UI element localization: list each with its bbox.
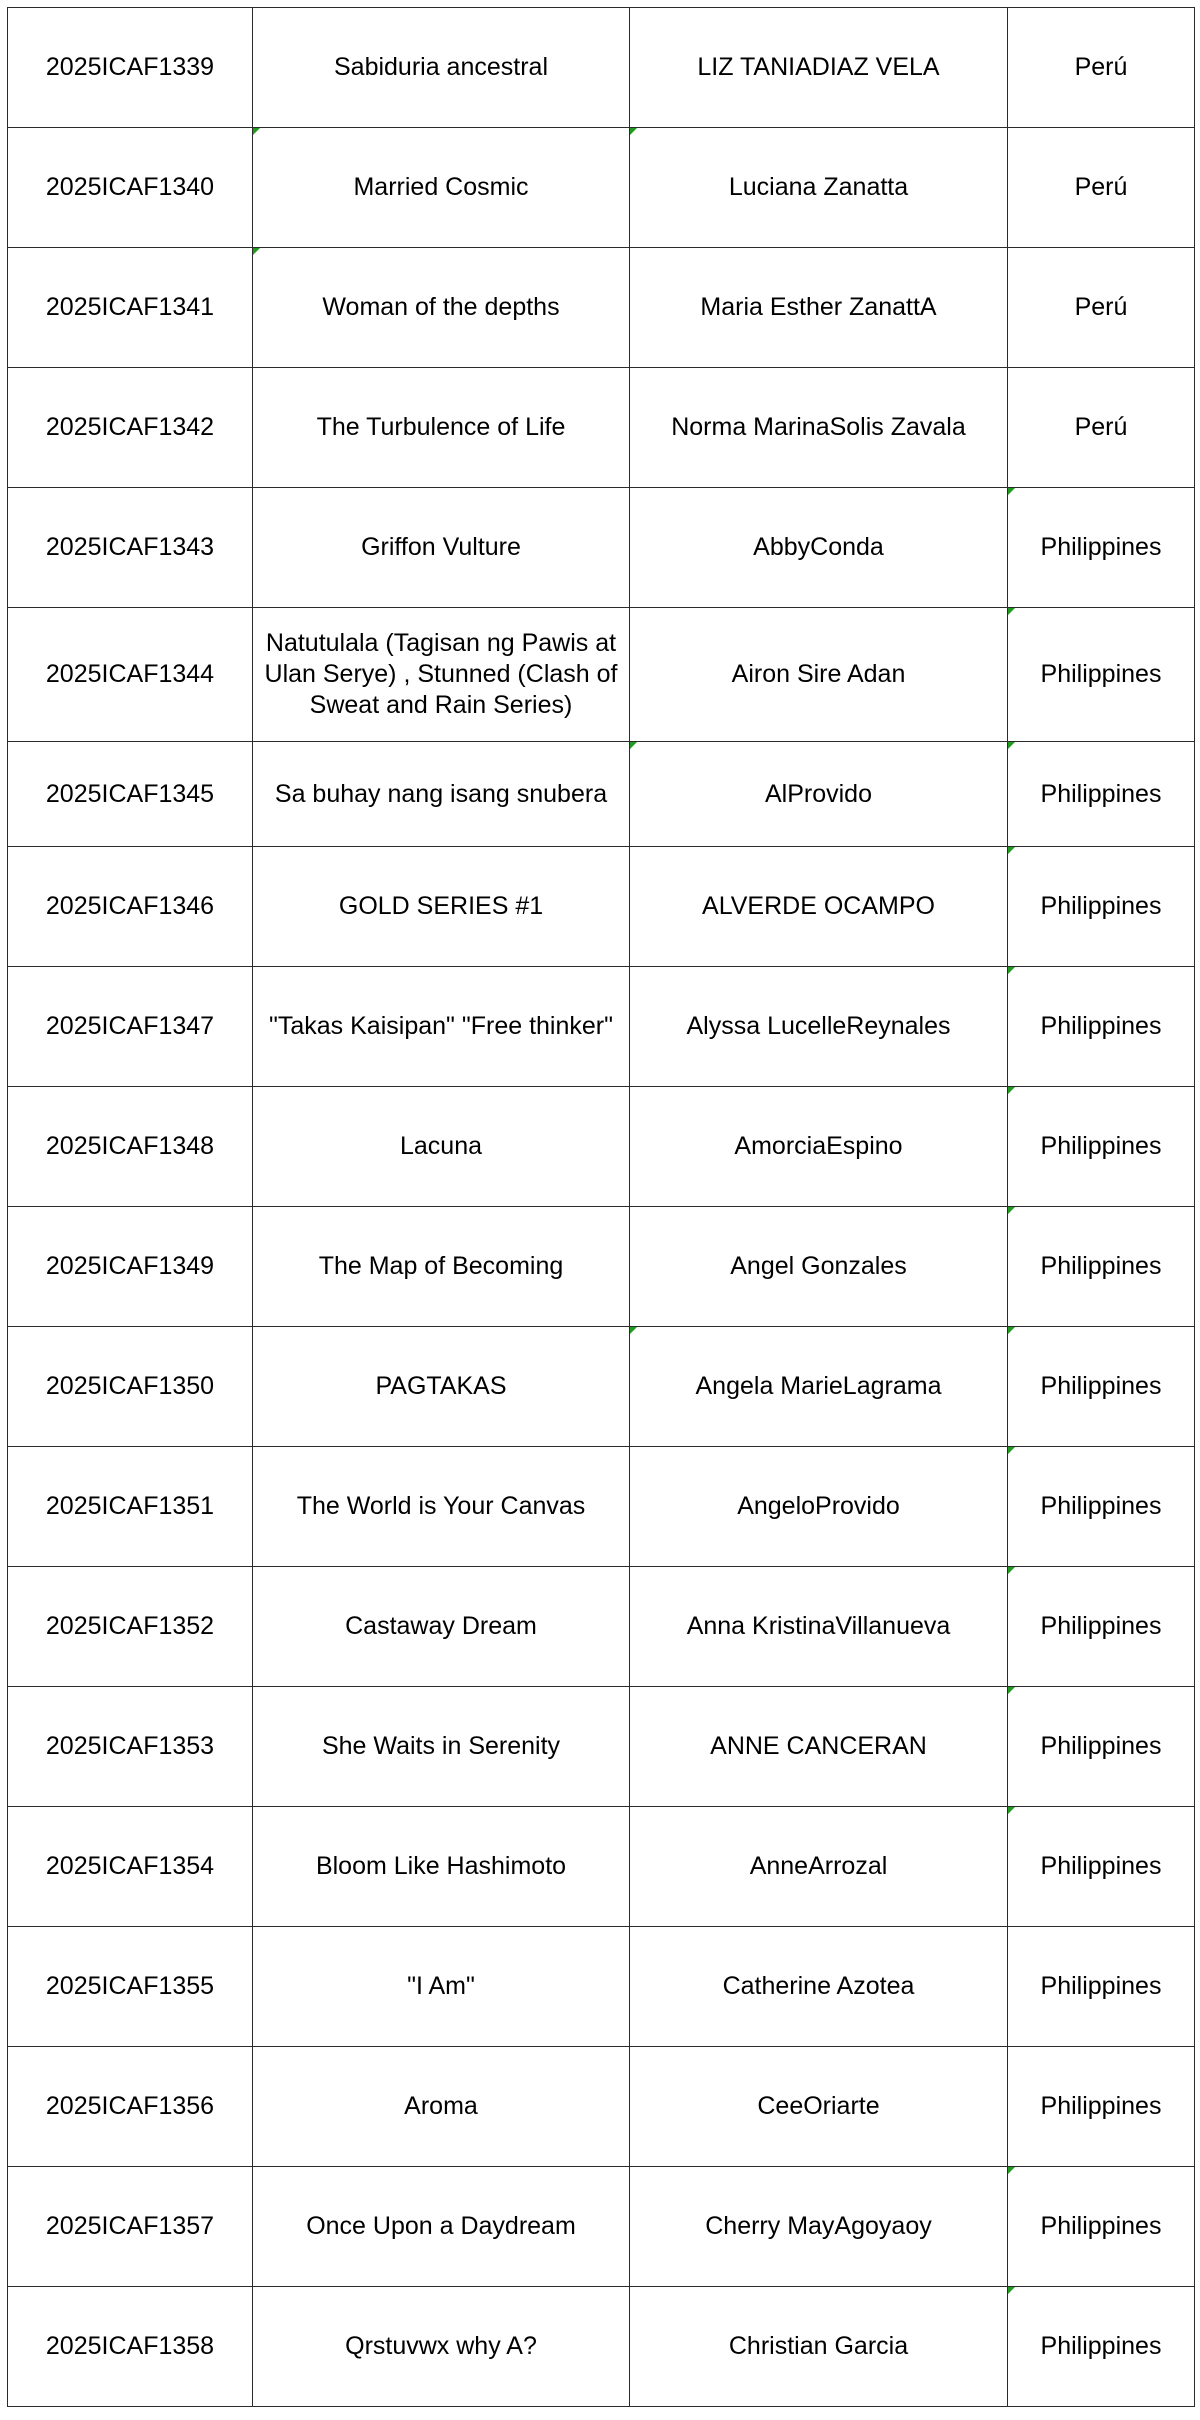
country-cell[interactable]: Perú (1008, 128, 1195, 248)
artist-name-cell[interactable]: Catherine Azotea (630, 1927, 1008, 2047)
artist-name-cell[interactable]: ALVERDE OCAMPO (630, 847, 1008, 967)
artwork-title-cell[interactable]: Lacuna (253, 1087, 630, 1207)
table-row (8, 1927, 1195, 2047)
table-row (8, 2287, 1195, 2407)
table-row (8, 1807, 1195, 1927)
entry-id-cell[interactable]: 2025ICAF1342 (8, 368, 253, 488)
table-row (8, 248, 1195, 368)
table-row (8, 1087, 1195, 1207)
artist-name-cell[interactable]: AmorciaEspino (630, 1087, 1008, 1207)
artwork-title-cell[interactable]: PAGTAKAS (253, 1327, 630, 1447)
table-row (8, 1327, 1195, 1447)
country-cell[interactable]: Philippines (1008, 1687, 1195, 1807)
country-cell[interactable]: Philippines (1008, 1927, 1195, 2047)
entry-id-cell[interactable]: 2025ICAF1357 (8, 2167, 253, 2287)
table-row (8, 2047, 1195, 2167)
table-row (8, 967, 1195, 1087)
table-row (8, 1567, 1195, 1687)
artwork-title-cell[interactable]: "I Am" (253, 1927, 630, 2047)
entry-id-cell[interactable]: 2025ICAF1352 (8, 1567, 253, 1687)
entry-id-cell[interactable]: 2025ICAF1354 (8, 1807, 253, 1927)
artwork-title-cell[interactable]: Once Upon a Daydream (253, 2167, 630, 2287)
entry-id-cell[interactable]: 2025ICAF1341 (8, 248, 253, 368)
entry-id-cell[interactable]: 2025ICAF1345 (8, 742, 253, 847)
country-cell[interactable]: Philippines (1008, 847, 1195, 967)
artwork-title-cell[interactable]: Aroma (253, 2047, 630, 2167)
country-cell[interactable]: Perú (1008, 368, 1195, 488)
artist-name-cell[interactable]: AngeloProvido (630, 1447, 1008, 1567)
table-row (8, 742, 1195, 847)
artwork-title-cell[interactable]: Sabiduria ancestral (253, 8, 630, 128)
country-cell[interactable]: Philippines (1008, 488, 1195, 608)
artist-name-cell[interactable]: Angela MarieLagrama (630, 1327, 1008, 1447)
artist-name-cell[interactable]: CeeOriarte (630, 2047, 1008, 2167)
entry-id-cell[interactable]: 2025ICAF1347 (8, 967, 253, 1087)
entry-id-cell[interactable]: 2025ICAF1353 (8, 1687, 253, 1807)
entry-id-cell[interactable]: 2025ICAF1344 (8, 608, 253, 742)
artist-name-cell[interactable]: Maria Esther ZanattA (630, 248, 1008, 368)
country-cell[interactable]: Philippines (1008, 1447, 1195, 1567)
artist-name-cell[interactable]: AnneArrozal (630, 1807, 1008, 1927)
artwork-title-cell[interactable]: The Turbulence of Life (253, 368, 630, 488)
artist-name-cell[interactable]: LIZ TANIADIAZ VELA (630, 8, 1008, 128)
artist-name-cell[interactable]: Christian Garcia (630, 2287, 1008, 2407)
entry-id-cell[interactable]: 2025ICAF1346 (8, 847, 253, 967)
artwork-title-cell[interactable]: Natutulala (Tagisan ng Pawis at Ulan Serye) , Stunned (Clash of Sweat and Rain Series) (253, 608, 630, 742)
artwork-title-cell[interactable]: Qrstuvwx why A? (253, 2287, 630, 2407)
table-row (8, 1687, 1195, 1807)
table-row (8, 488, 1195, 608)
country-cell[interactable]: Philippines (1008, 742, 1195, 847)
artist-name-cell[interactable]: Anna KristinaVillanueva (630, 1567, 1008, 1687)
artist-name-cell[interactable]: Luciana Zanatta (630, 128, 1008, 248)
artwork-title-cell[interactable]: Griffon Vulture (253, 488, 630, 608)
entries-table (7, 7, 1195, 2407)
entry-id-cell[interactable]: 2025ICAF1349 (8, 1207, 253, 1327)
entry-id-cell[interactable]: 2025ICAF1343 (8, 488, 253, 608)
artwork-title-cell[interactable]: The World is Your Canvas (253, 1447, 630, 1567)
entry-id-cell[interactable]: 2025ICAF1350 (8, 1327, 253, 1447)
spreadsheet-page (7, 7, 1194, 2407)
country-cell[interactable]: Philippines (1008, 608, 1195, 742)
artist-name-cell[interactable]: Cherry MayAgoyaoy (630, 2167, 1008, 2287)
country-cell[interactable]: Philippines (1008, 1567, 1195, 1687)
country-cell[interactable]: Philippines (1008, 1327, 1195, 1447)
entry-id-cell[interactable]: 2025ICAF1358 (8, 2287, 253, 2407)
table-row (8, 1207, 1195, 1327)
artwork-title-cell[interactable]: "Takas Kaisipan" "Free thinker" (253, 967, 630, 1087)
artist-name-cell[interactable]: Norma MarinaSolis Zavala (630, 368, 1008, 488)
artwork-title-cell[interactable]: GOLD SERIES #1 (253, 847, 630, 967)
artist-name-cell[interactable]: Alyssa LucelleReynales (630, 967, 1008, 1087)
country-cell[interactable]: Philippines (1008, 2167, 1195, 2287)
entry-id-cell[interactable]: 2025ICAF1356 (8, 2047, 253, 2167)
artist-name-cell[interactable]: Angel Gonzales (630, 1207, 1008, 1327)
artwork-title-cell[interactable]: Sa buhay nang isang snubera (253, 742, 630, 847)
table-row (8, 608, 1195, 742)
entry-id-cell[interactable]: 2025ICAF1340 (8, 128, 253, 248)
artwork-title-cell[interactable]: Woman of the depths (253, 248, 630, 368)
artwork-title-cell[interactable]: The Map of Becoming (253, 1207, 630, 1327)
country-cell[interactable]: Philippines (1008, 1807, 1195, 1927)
artist-name-cell[interactable]: AbbyConda (630, 488, 1008, 608)
table-row (8, 8, 1195, 128)
entry-id-cell[interactable]: 2025ICAF1355 (8, 1927, 253, 2047)
entry-id-cell[interactable]: 2025ICAF1339 (8, 8, 253, 128)
artist-name-cell[interactable]: Airon Sire Adan (630, 608, 1008, 742)
artist-name-cell[interactable]: ANNE CANCERAN (630, 1687, 1008, 1807)
table-row (8, 1447, 1195, 1567)
entry-id-cell[interactable]: 2025ICAF1348 (8, 1087, 253, 1207)
country-cell[interactable]: Philippines (1008, 1087, 1195, 1207)
artwork-title-cell[interactable]: Castaway Dream (253, 1567, 630, 1687)
country-cell[interactable]: Perú (1008, 248, 1195, 368)
country-cell[interactable]: Perú (1008, 8, 1195, 128)
country-cell[interactable]: Philippines (1008, 2047, 1195, 2167)
country-cell[interactable]: Philippines (1008, 967, 1195, 1087)
artwork-title-cell[interactable]: Bloom Like Hashimoto (253, 1807, 630, 1927)
table-row (8, 847, 1195, 967)
artist-name-cell[interactable]: AlProvido (630, 742, 1008, 847)
table-row (8, 368, 1195, 488)
table-row (8, 128, 1195, 248)
table-row (8, 2167, 1195, 2287)
artwork-title-cell[interactable]: Married Cosmic (253, 128, 630, 248)
artwork-title-cell[interactable]: She Waits in Serenity (253, 1687, 630, 1807)
country-cell[interactable]: Philippines (1008, 1207, 1195, 1327)
country-cell[interactable]: Philippines (1008, 2287, 1195, 2407)
entry-id-cell[interactable]: 2025ICAF1351 (8, 1447, 253, 1567)
